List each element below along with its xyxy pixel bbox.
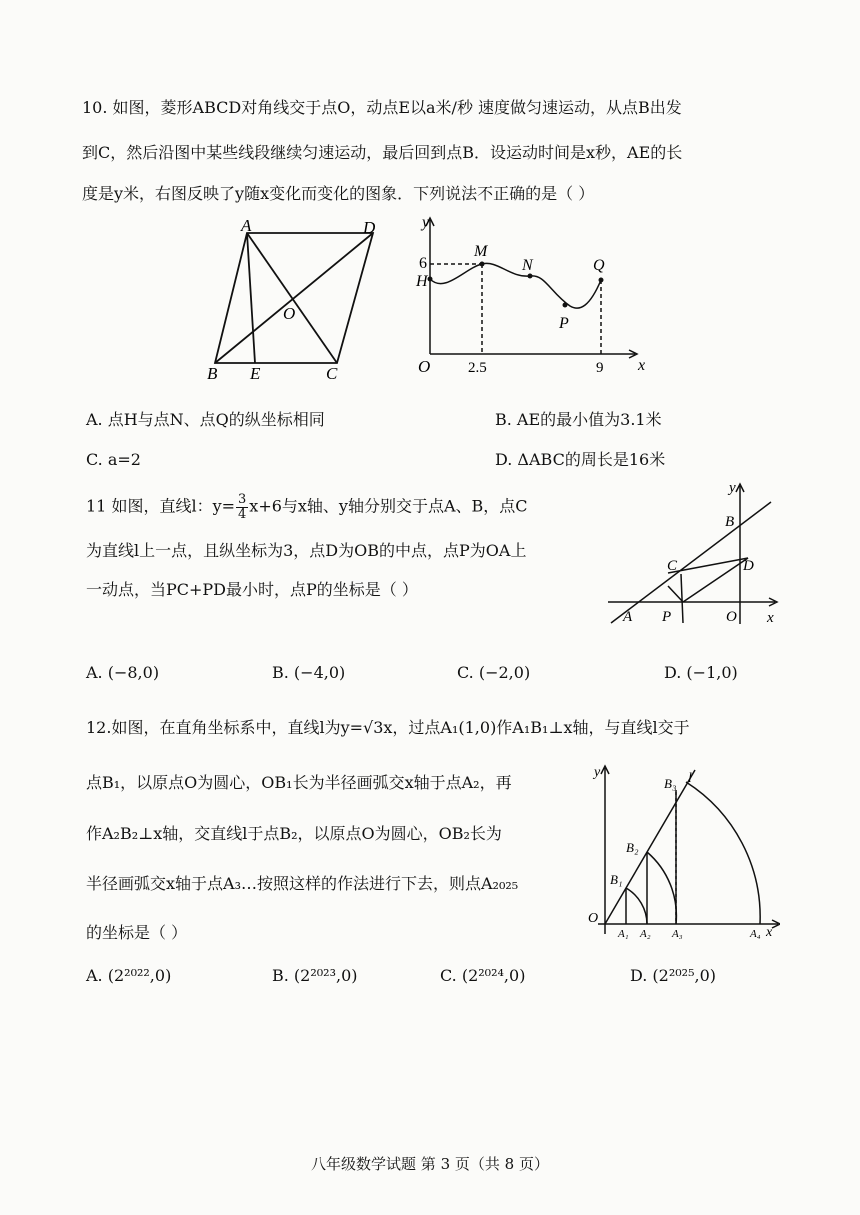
q12-option-a: A. (2²⁰²²,0) bbox=[86, 966, 172, 985]
fig12-label-B3: B₃ bbox=[664, 776, 677, 791]
fig10-label-H: H bbox=[416, 273, 428, 290]
q11-frac-den: 4 bbox=[238, 506, 247, 522]
q11-option-d: D. (−1,0) bbox=[664, 663, 738, 682]
q11-option-a: A. (−8,0) bbox=[86, 663, 160, 682]
fig11-label-P: P bbox=[662, 609, 672, 625]
fig10-origin: O bbox=[418, 357, 431, 376]
fig10-label-B: B bbox=[207, 364, 218, 383]
q12-option-b: B. (2²⁰²³,0) bbox=[272, 966, 358, 985]
fig10-label-N: N bbox=[522, 257, 533, 274]
q11-option-c: C. (−2,0) bbox=[457, 663, 531, 682]
fig10-label-E: E bbox=[250, 364, 261, 383]
fig10-label-O: O bbox=[283, 304, 296, 323]
q10-line3: 度是y米，右图反映了y随x变化而变化的图象．下列说法不正确的是（ ） bbox=[82, 184, 595, 203]
fig12-label-l: l bbox=[688, 771, 692, 786]
q10-option-a: A. 点H与点N、点Q的纵坐标相同 bbox=[86, 410, 325, 429]
q11-line1-post: x+6与x轴、y轴分别交于点A、B，点C bbox=[249, 496, 528, 516]
q11-line1-pre: 11 如图，直线l：y= bbox=[86, 496, 236, 516]
fig12-label-B1: B₁ bbox=[610, 872, 623, 887]
fig10-label-A: A bbox=[241, 216, 252, 235]
q10-line2: 到C，然后沿图中某些线段继续匀速运动，最后回到点B．设运动时间是x秒，AE的长 bbox=[82, 143, 683, 162]
graph-figure bbox=[410, 212, 650, 387]
fig12-label-A3: A₃ bbox=[672, 928, 683, 940]
q12-option-d: D. (2²⁰²⁵,0) bbox=[630, 966, 717, 985]
q10-line1: 10. 如图，菱形ABCD对角线交于点O，动点E以a米/秒 速度做匀速运动，从点B出发 bbox=[82, 98, 682, 117]
fig10-tick-2.5: 2.5 bbox=[468, 360, 487, 376]
fig10-label-P: P bbox=[559, 315, 569, 332]
q11-fraction bbox=[236, 493, 248, 521]
fig10-label-D: D bbox=[363, 218, 376, 237]
q12-line1: 12.如图，在直角坐标系中，直线l为y=√3x，过点A₁(1,0)作A₁B₁⊥x轴，与直线l交于 bbox=[86, 718, 690, 737]
fig11-label-D: D bbox=[743, 558, 754, 574]
fig11-label-O: O bbox=[726, 609, 737, 625]
fig12-axis-x: x bbox=[766, 925, 773, 940]
q12-option-c: C. (2²⁰²⁴,0) bbox=[440, 966, 526, 985]
fig12-axis-y: y bbox=[594, 765, 601, 780]
q12-line4: 半径画弧交x轴于点A₃…按照这样的作法进行下去，则点A₂₀₂₅ bbox=[86, 874, 519, 893]
fig10-label-M: M bbox=[474, 243, 488, 260]
q11-frac-num: 3 bbox=[238, 492, 247, 507]
fig12-label-A4: A₄ bbox=[750, 928, 761, 940]
q11-line1 bbox=[86, 493, 528, 521]
fig10-label-Q: Q bbox=[593, 257, 605, 274]
fig11-axis-x: x bbox=[767, 610, 774, 626]
q11-line3: 一动点，当PC+PD最小时，点P的坐标是（ ） bbox=[86, 580, 418, 599]
fig12-label-B2: B₂ bbox=[626, 840, 639, 855]
q11-line2: 为直线l上一点，且纵坐标为3，点D为OB的中点，点P为OA上 bbox=[86, 541, 527, 560]
fig11-label-C: C bbox=[667, 558, 678, 574]
q11-option-b: B. (−4,0) bbox=[272, 663, 346, 682]
fig10-axis-y: y bbox=[422, 214, 430, 231]
q12-figure bbox=[580, 762, 780, 942]
fig10-tick-6: 6 bbox=[419, 255, 427, 272]
q10-option-c: C. a=2 bbox=[86, 450, 141, 469]
q10-option-d: D. ΔABC的周长是16米 bbox=[495, 450, 666, 469]
fig11-label-A: A bbox=[623, 609, 633, 625]
fig11-label-B: B bbox=[725, 514, 735, 530]
q11-figure bbox=[603, 478, 783, 628]
q10-option-b: B. AE的最小值为3.1米 bbox=[495, 410, 662, 429]
fig11-axis-y: y bbox=[729, 480, 736, 496]
q12-line5: 的坐标是（ ） bbox=[86, 923, 188, 942]
fig12-label-A1: A₁ bbox=[618, 928, 629, 940]
fig12-label-O: O bbox=[588, 911, 599, 926]
fig10-tick-9: 9 bbox=[596, 360, 604, 376]
page-footer: 八年级数学试题 第 3 页（共 8 页） bbox=[311, 1155, 549, 1173]
fig12-label-A2: A₂ bbox=[640, 928, 651, 940]
q12-line2: 点B₁，以原点O为圆心，OB₁长为半径画弧交x轴于点A₂，再 bbox=[86, 773, 512, 792]
fig10-axis-x: x bbox=[638, 357, 646, 374]
fig10-label-C: C bbox=[326, 364, 338, 383]
rhombus-figure bbox=[195, 215, 395, 385]
q12-line3: 作A₂B₂⊥x轴，交直线l于点B₂，以原点O为圆心，OB₂长为 bbox=[86, 824, 502, 843]
